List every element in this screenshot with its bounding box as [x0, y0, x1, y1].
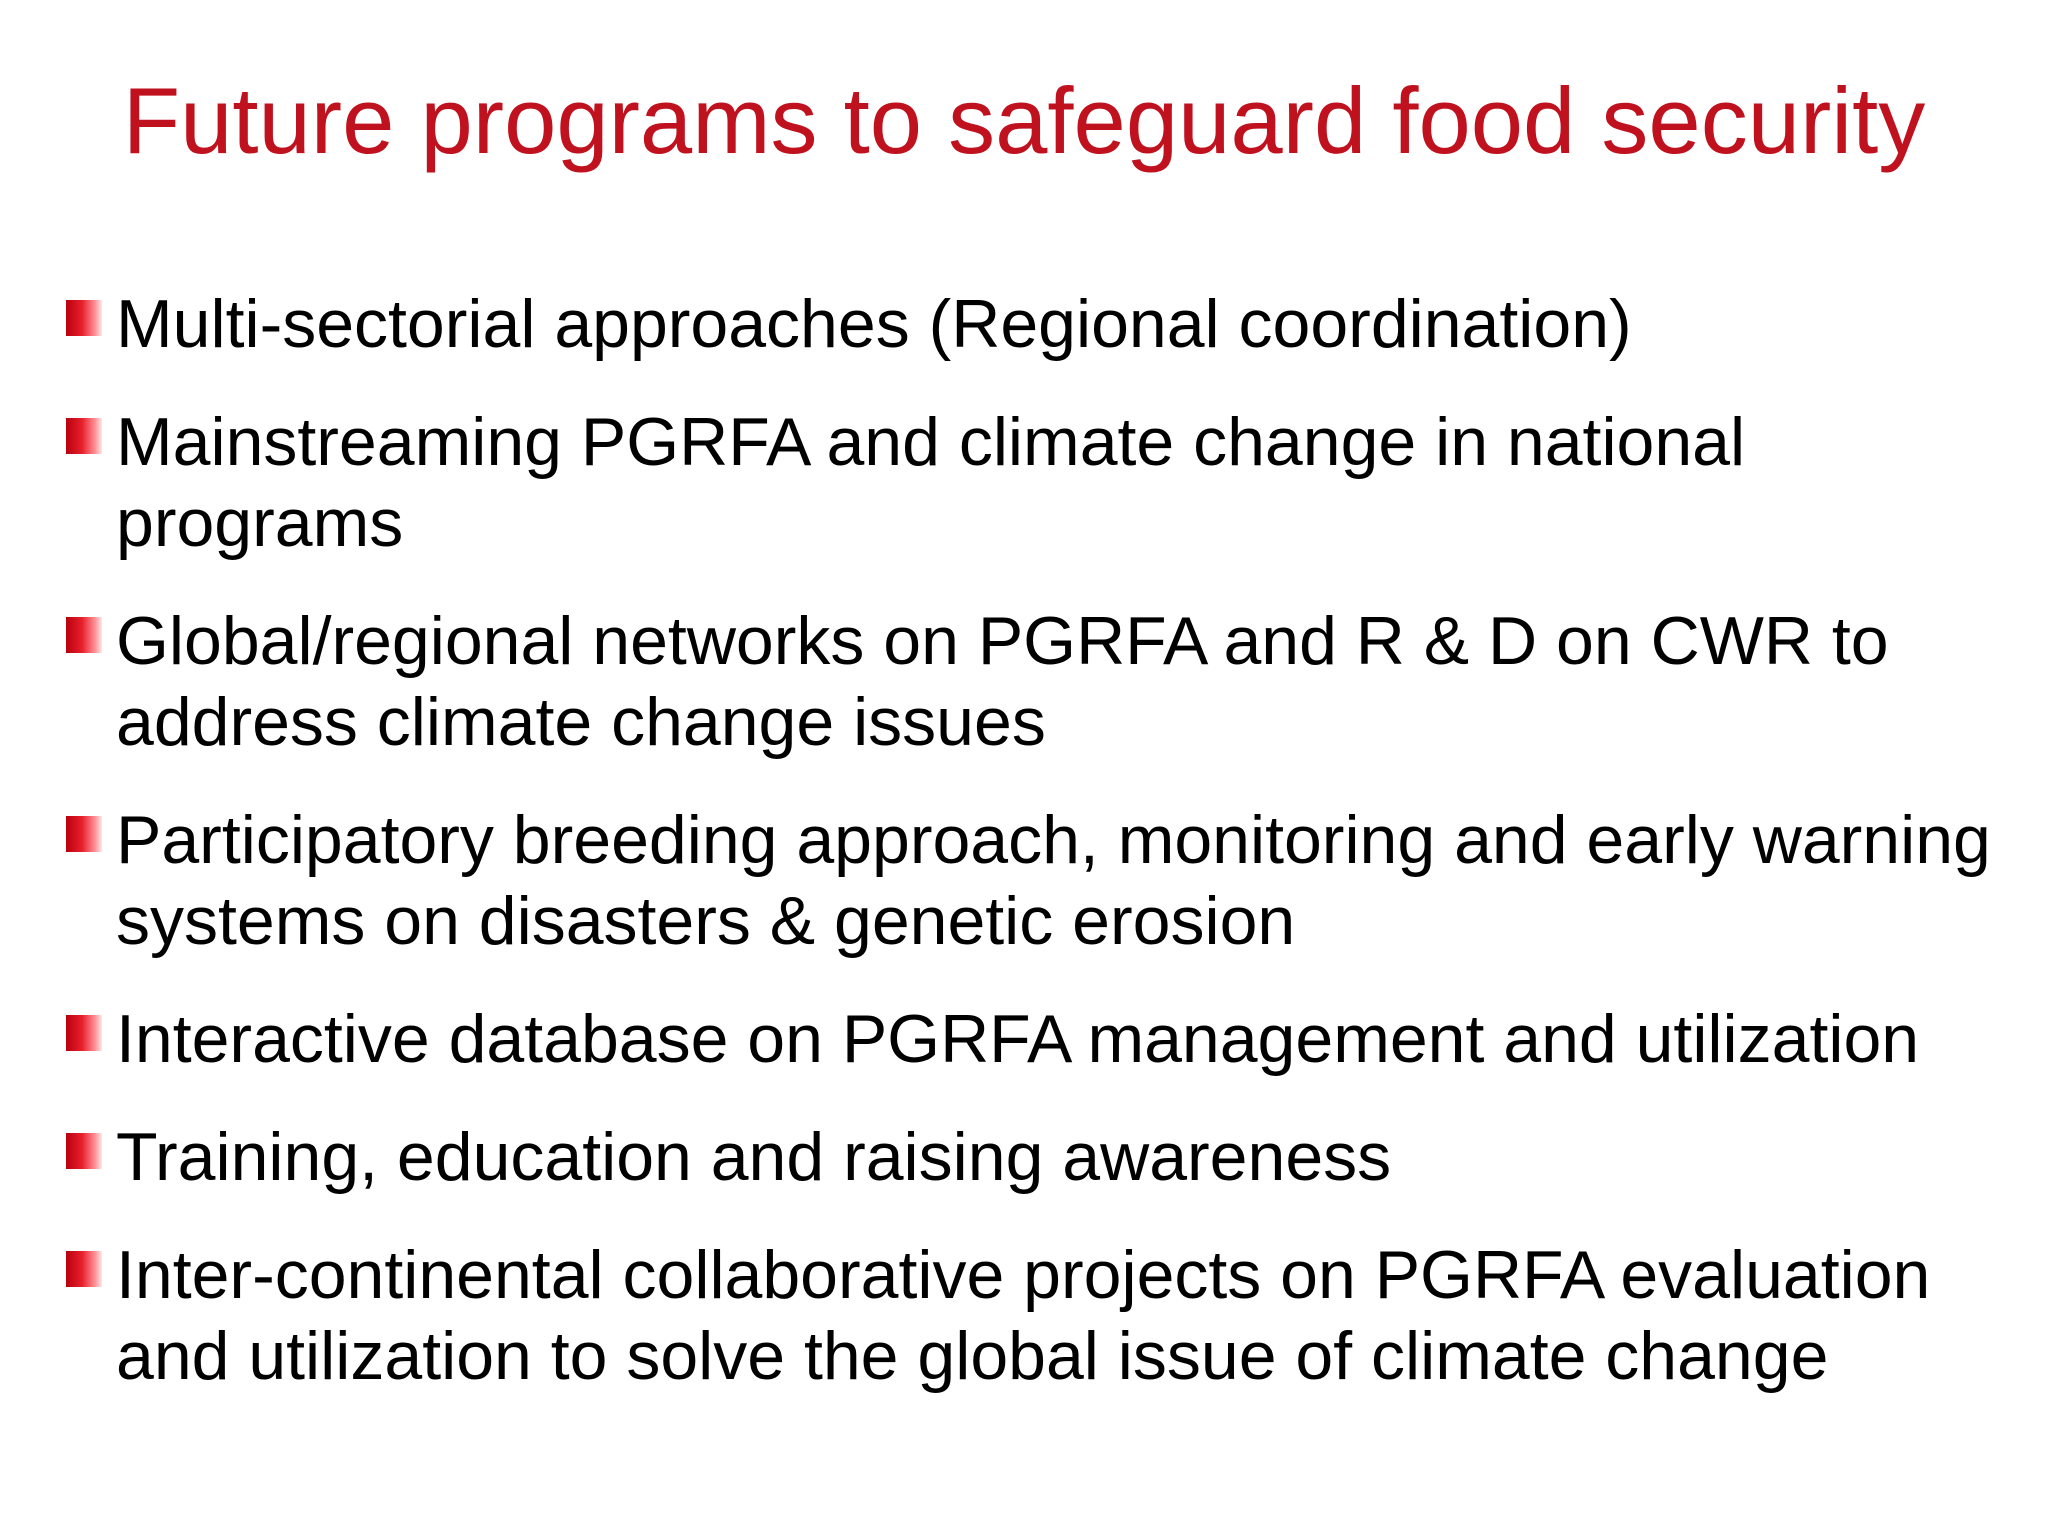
bullet-item — [66, 800, 2026, 962]
bullet-text: Training, education and raising awareness — [116, 1119, 1392, 1195]
square-bullet-icon — [66, 1133, 102, 1169]
bullet-text: Inter-continental collaborative projects on PGRFA evaluation and utilization to solve the global issue of climate change — [116, 1237, 1931, 1394]
square-bullet-icon — [66, 816, 102, 852]
bullet-text: Participatory breeding approach, monitoring and early warning systems on disasters & genetic erosion — [116, 802, 1991, 959]
bullet-item — [66, 999, 2026, 1080]
square-bullet-icon — [66, 1251, 102, 1287]
square-bullet-icon — [66, 418, 102, 454]
square-bullet-icon — [66, 617, 102, 653]
square-bullet-icon — [66, 1015, 102, 1051]
bullet-item — [66, 1117, 2026, 1198]
bullet-item — [66, 284, 2026, 365]
bullet-list — [66, 284, 2026, 1434]
bullet-text: Mainstreaming PGRFA and climate change in national programs — [116, 404, 1746, 561]
bullet-text: Global/regional networks on PGRFA and R & D on CWR to address climate change issues — [116, 603, 1889, 760]
bullet-item — [66, 402, 2026, 564]
square-bullet-icon — [66, 300, 102, 336]
bullet-item — [66, 1235, 2026, 1397]
slide-title: Future programs to safeguard food security — [122, 68, 1926, 173]
bullet-text: Interactive database on PGRFA management and utilization — [116, 1001, 1920, 1077]
bullet-item — [66, 601, 2026, 763]
bullet-text: Multi-sectorial approaches (Regional coordination) — [116, 286, 1632, 362]
